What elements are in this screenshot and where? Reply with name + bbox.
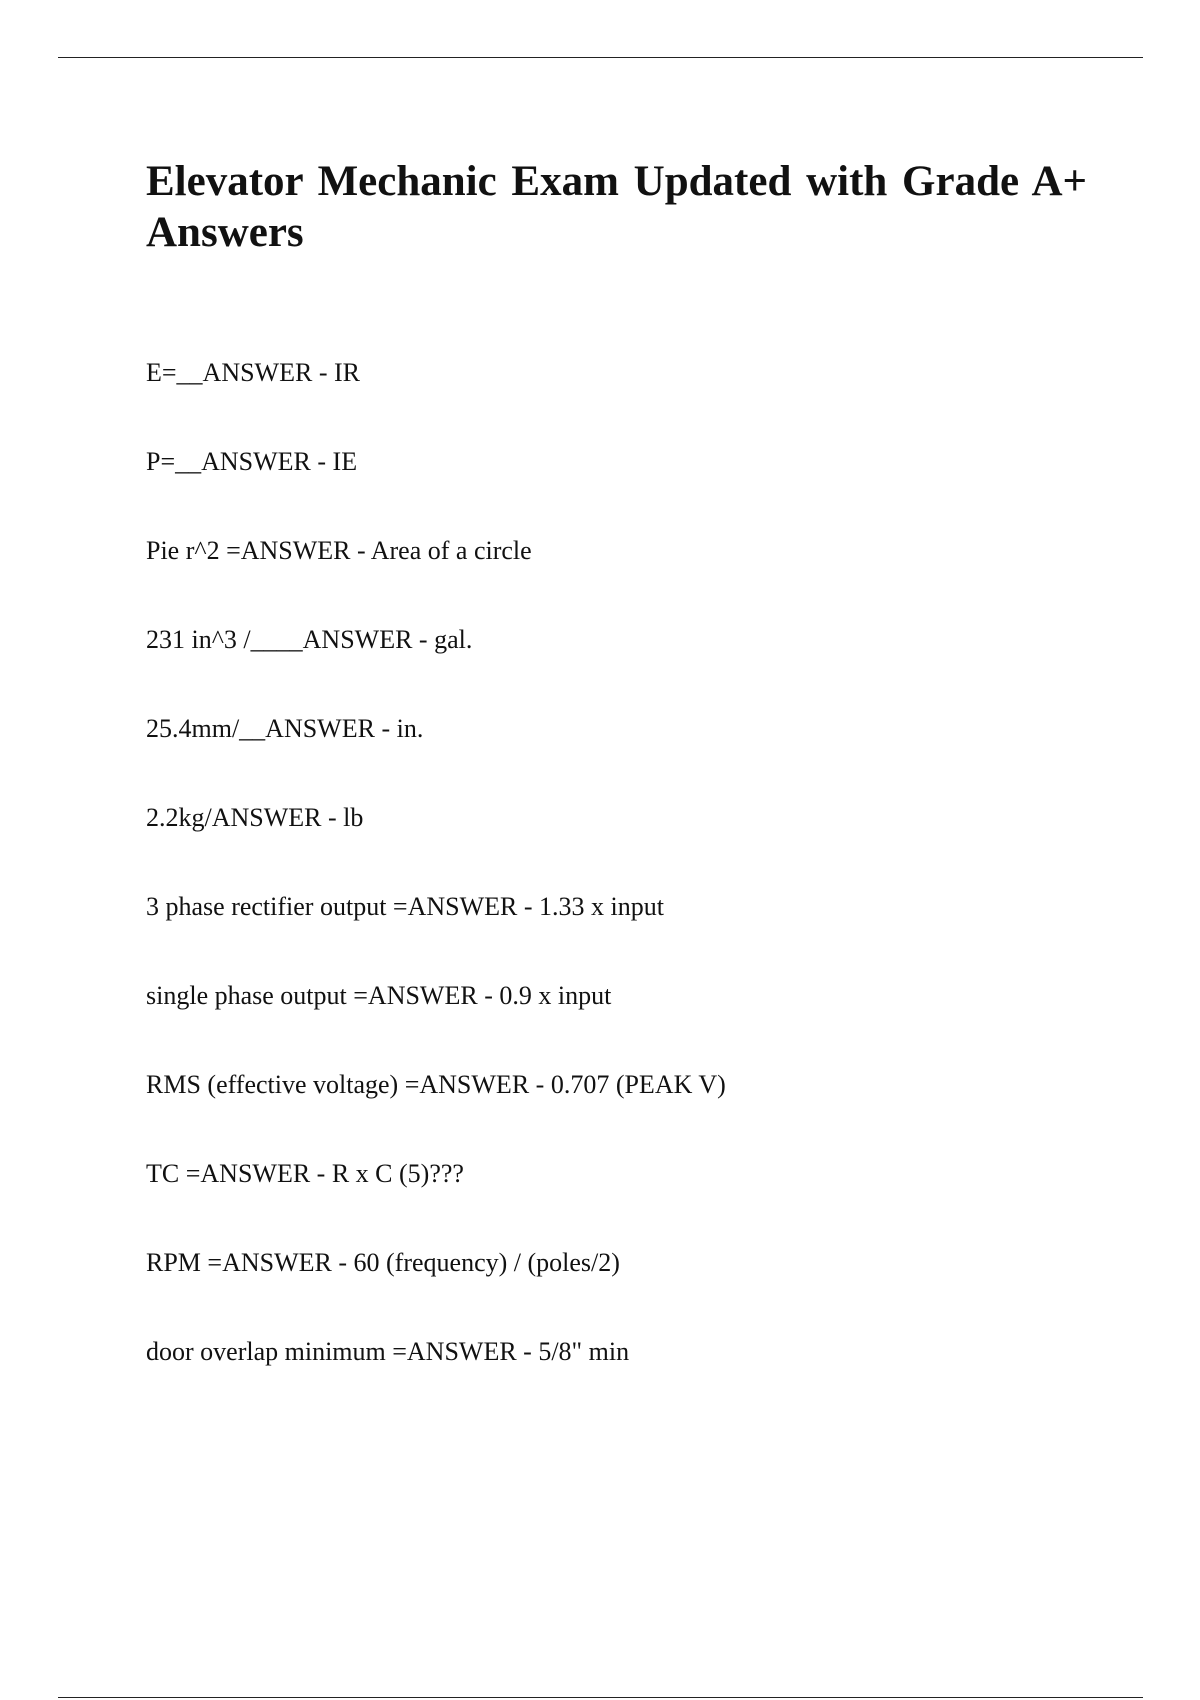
qa-item: TC =ANSWER - R x C (5)??? <box>146 1159 464 1188</box>
qa-item: E=__ANSWER - IR <box>146 358 360 387</box>
qa-item: P=__ANSWER - IE <box>146 447 358 476</box>
qa-item: RMS (effective voltage) =ANSWER - 0.707 (PEAK V) <box>146 1070 726 1099</box>
qa-item: 231 in^3 /____ANSWER - gal. <box>146 625 473 654</box>
top-rule <box>58 57 1143 58</box>
qa-item: single phase output =ANSWER - 0.9 x input <box>146 981 612 1010</box>
qa-item: door overlap minimum =ANSWER - 5/8" min <box>146 1337 630 1366</box>
bottom-rule <box>58 1697 1143 1698</box>
qa-item: 2.2kg/ANSWER - lb <box>146 803 364 832</box>
qa-item: 25.4mm/__ANSWER - in. <box>146 714 424 743</box>
document-title: Elevator Mechanic Exam Updated with Grade A+ Answers <box>146 158 1087 256</box>
qa-item: 3 phase rectifier output =ANSWER - 1.33 x input <box>146 892 664 921</box>
qa-item: RPM =ANSWER - 60 (frequency) / (poles/2) <box>146 1248 620 1277</box>
qa-list <box>146 357 726 1425</box>
qa-item: Pie r^2 =ANSWER - Area of a circle <box>146 536 532 565</box>
